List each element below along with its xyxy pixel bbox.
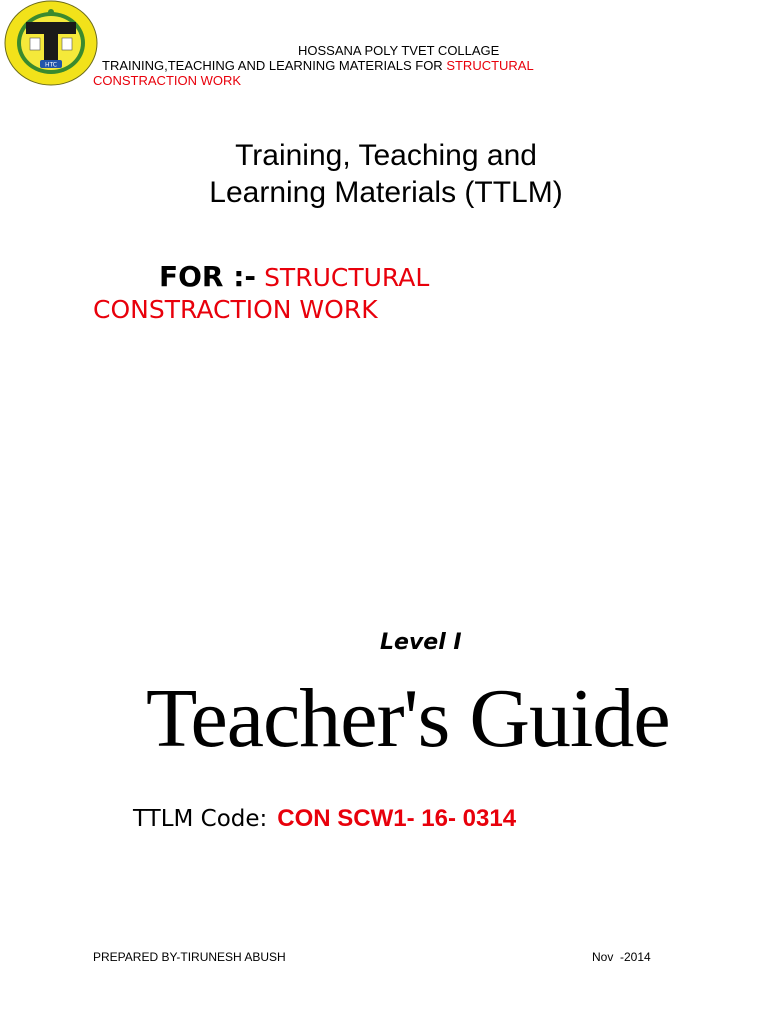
- guide-title: Teacher's Guide: [146, 672, 670, 765]
- title-line-1: Training, Teaching and: [235, 139, 537, 172]
- for-value-continued: CONSTRACTION WORK: [93, 295, 378, 324]
- ttlm-code-label: TTLM Code:: [133, 806, 268, 832]
- header-subtitle-highlight: STRUCTURAL: [446, 58, 534, 73]
- level-label: Level I: [380, 630, 462, 655]
- logo-text: HTC: [44, 61, 58, 69]
- ttlm-code-value: CON SCW1- 16- 0314: [277, 805, 517, 832]
- header-subtitle: [102, 58, 534, 73]
- header-subtitle-continued: CONSTRACTION WORK: [93, 73, 242, 88]
- college-logo: [4, 0, 98, 86]
- title-line-2: Learning Materials (TTLM): [209, 176, 563, 209]
- header-subtitle-text: TRAINING,TEACHING AND LEARNING MATERIALS FOR: [102, 58, 447, 73]
- for-label: FOR :-: [159, 260, 257, 293]
- college-name: HOSSANA POLY TVET COLLAGE: [298, 43, 500, 58]
- for-section: [159, 260, 429, 293]
- prepared-by: PREPARED BY-TIRUNESH ABUSH: [93, 950, 286, 964]
- college-seal-icon: [4, 0, 98, 86]
- for-value: STRUCTURAL: [264, 263, 430, 292]
- document-title: [0, 137, 768, 211]
- document-date: Nov -2014: [592, 950, 651, 964]
- ttlm-code: [133, 805, 516, 833]
